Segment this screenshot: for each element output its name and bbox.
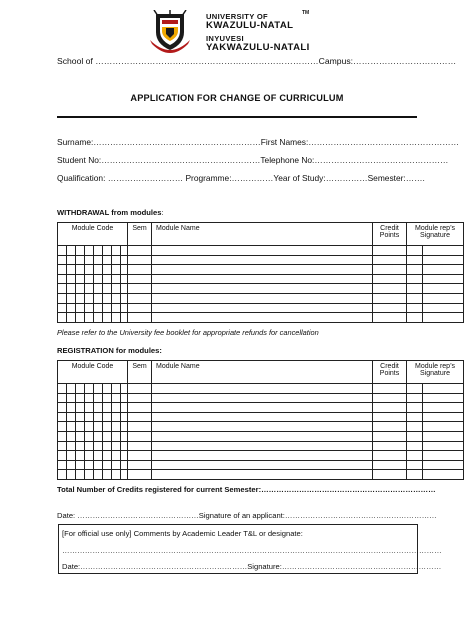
table-cell[interactable] — [423, 274, 464, 284]
table-cell[interactable] — [85, 403, 94, 413]
table-cell[interactable] — [94, 313, 103, 323]
table-row — [58, 460, 464, 470]
table-cell[interactable] — [112, 313, 121, 323]
table-cell[interactable] — [128, 451, 152, 461]
table-cell[interactable] — [103, 431, 112, 441]
table-cell[interactable] — [423, 441, 464, 451]
table-cell[interactable] — [121, 451, 128, 461]
table-cell[interactable] — [423, 412, 464, 422]
table-cell[interactable] — [407, 460, 423, 470]
table-row — [58, 431, 464, 441]
table-cell[interactable] — [94, 246, 103, 256]
table-cell[interactable] — [128, 265, 152, 275]
table-cell[interactable] — [76, 384, 85, 394]
table-cell[interactable] — [103, 284, 112, 294]
table-cell[interactable] — [103, 303, 112, 313]
table-cell[interactable] — [58, 284, 67, 294]
table-row — [58, 403, 464, 413]
university-name-line2: KWAZULU-NATAL — [206, 20, 294, 31]
table-cell[interactable] — [85, 393, 94, 403]
table-cell[interactable] — [76, 441, 85, 451]
table-cell[interactable] — [58, 274, 67, 284]
university-logo — [150, 8, 320, 56]
table-cell[interactable] — [76, 246, 85, 256]
table-cell[interactable] — [407, 274, 423, 284]
table-cell[interactable] — [152, 451, 373, 461]
table-cell[interactable] — [112, 303, 121, 313]
table-cell[interactable] — [67, 303, 76, 313]
col-module-name: Module Name — [152, 223, 373, 246]
table-cell[interactable] — [121, 384, 128, 394]
table-cell[interactable] — [103, 255, 112, 265]
table-row — [58, 393, 464, 403]
table-cell[interactable] — [58, 470, 67, 480]
table-cell[interactable] — [121, 274, 128, 284]
table-row — [58, 274, 464, 284]
table-cell[interactable] — [58, 431, 67, 441]
table-cell[interactable] — [85, 422, 94, 432]
table-cell[interactable] — [76, 451, 85, 461]
university-name-line3: INYUVESI — [206, 34, 244, 43]
table-cell[interactable] — [76, 303, 85, 313]
table-cell[interactable] — [67, 451, 76, 461]
table-cell[interactable] — [152, 412, 373, 422]
table-cell[interactable] — [152, 265, 373, 275]
table-cell[interactable] — [121, 431, 128, 441]
table-row — [58, 265, 464, 275]
table-cell[interactable] — [128, 313, 152, 323]
table-cell[interactable] — [94, 460, 103, 470]
table-cell[interactable] — [121, 313, 128, 323]
table-cell[interactable] — [152, 293, 373, 303]
table-cell[interactable] — [112, 431, 121, 441]
col-credit-points: Credit Points — [373, 361, 407, 384]
table-cell[interactable] — [85, 265, 94, 275]
table-cell[interactable] — [373, 470, 407, 480]
table-cell[interactable] — [76, 403, 85, 413]
table-cell[interactable] — [373, 422, 407, 432]
table-cell[interactable] — [128, 293, 152, 303]
table-cell[interactable] — [85, 431, 94, 441]
table-cell[interactable] — [76, 255, 85, 265]
withdrawal-rows — [58, 246, 464, 323]
table-cell[interactable] — [85, 451, 94, 461]
table-cell[interactable] — [121, 393, 128, 403]
table-cell[interactable] — [373, 313, 407, 323]
table-row — [58, 303, 464, 313]
col-sem: Sem — [128, 223, 152, 246]
table-cell[interactable] — [121, 284, 128, 294]
col-module-code: Module Code — [58, 223, 128, 246]
table-cell[interactable] — [373, 303, 407, 313]
table-cell[interactable] — [373, 265, 407, 275]
table-cell[interactable] — [76, 393, 85, 403]
table-cell[interactable] — [94, 265, 103, 275]
table-cell[interactable] — [423, 303, 464, 313]
table-cell[interactable] — [128, 246, 152, 256]
table-cell[interactable] — [103, 422, 112, 432]
table-cell[interactable] — [423, 431, 464, 441]
table-cell[interactable] — [112, 293, 121, 303]
table-cell[interactable] — [58, 441, 67, 451]
table-cell[interactable] — [152, 431, 373, 441]
table-cell[interactable] — [152, 274, 373, 284]
table-cell[interactable] — [112, 246, 121, 256]
table-cell[interactable] — [152, 313, 373, 323]
table-cell[interactable] — [128, 412, 152, 422]
table-cell[interactable] — [407, 284, 423, 294]
table-cell[interactable] — [94, 403, 103, 413]
table-cell[interactable] — [112, 255, 121, 265]
table-cell[interactable] — [128, 393, 152, 403]
table-cell[interactable] — [76, 470, 85, 480]
table-cell[interactable] — [121, 265, 128, 275]
table-cell[interactable] — [128, 384, 152, 394]
table-cell[interactable] — [407, 412, 423, 422]
table-cell[interactable] — [103, 451, 112, 461]
table-cell[interactable] — [58, 293, 67, 303]
table-cell[interactable] — [67, 284, 76, 294]
table-cell[interactable] — [373, 460, 407, 470]
table-row — [58, 384, 464, 394]
table-cell[interactable] — [152, 303, 373, 313]
table-cell[interactable] — [58, 460, 67, 470]
table-cell[interactable] — [128, 284, 152, 294]
table-cell[interactable] — [58, 403, 67, 413]
table-cell[interactable] — [373, 284, 407, 294]
page-title: APPLICATION FOR CHANGE OF CURRICULUM — [130, 93, 344, 103]
table-cell[interactable] — [407, 422, 423, 432]
table-cell[interactable] — [94, 255, 103, 265]
col-module-rep-signature: Module rep’s Signature — [407, 361, 464, 384]
table-cell[interactable] — [112, 274, 121, 284]
col-module-rep-signature: Module rep’s Signature — [407, 223, 464, 246]
table-cell[interactable] — [58, 303, 67, 313]
registration-rows — [58, 384, 464, 480]
table-cell[interactable] — [423, 451, 464, 461]
table-cell[interactable] — [67, 431, 76, 441]
table-cell[interactable] — [67, 441, 76, 451]
title-divider — [57, 116, 417, 118]
table-cell[interactable] — [121, 293, 128, 303]
table-cell[interactable] — [94, 393, 103, 403]
table-cell[interactable] — [407, 313, 423, 323]
table-cell[interactable] — [67, 460, 76, 470]
table-cell[interactable] — [58, 451, 67, 461]
table-cell[interactable] — [423, 393, 464, 403]
table-cell[interactable] — [112, 441, 121, 451]
table-cell[interactable] — [85, 412, 94, 422]
table-cell[interactable] — [58, 422, 67, 432]
table-cell[interactable] — [76, 265, 85, 275]
table-cell[interactable] — [128, 470, 152, 480]
table-cell[interactable] — [94, 284, 103, 294]
table-cell[interactable] — [103, 274, 112, 284]
table-cell[interactable] — [112, 412, 121, 422]
table-cell[interactable] — [128, 460, 152, 470]
table-cell[interactable] — [128, 403, 152, 413]
table-cell[interactable] — [407, 451, 423, 461]
table-cell[interactable] — [407, 403, 423, 413]
col-module-name: Module Name — [152, 361, 373, 384]
table-cell[interactable] — [103, 441, 112, 451]
table-cell[interactable] — [85, 384, 94, 394]
table-cell[interactable] — [94, 274, 103, 284]
table-cell[interactable] — [67, 422, 76, 432]
table-cell[interactable] — [423, 293, 464, 303]
table-cell[interactable] — [58, 265, 67, 275]
table-cell[interactable] — [152, 393, 373, 403]
table-cell[interactable] — [112, 265, 121, 275]
table-cell[interactable] — [67, 274, 76, 284]
table-cell[interactable] — [407, 246, 423, 256]
table-cell[interactable] — [103, 393, 112, 403]
table-cell[interactable] — [407, 431, 423, 441]
table-cell[interactable] — [423, 470, 464, 480]
table-cell[interactable] — [67, 393, 76, 403]
table-cell[interactable] — [103, 246, 112, 256]
col-module-code: Module Code — [58, 361, 128, 384]
table-cell[interactable] — [67, 384, 76, 394]
table-cell[interactable] — [112, 422, 121, 432]
table-cell[interactable] — [76, 422, 85, 432]
table-cell[interactable] — [67, 470, 76, 480]
table-row — [58, 422, 464, 432]
table-cell[interactable] — [407, 384, 423, 394]
table-cell[interactable] — [373, 412, 407, 422]
table-row — [58, 412, 464, 422]
table-cell[interactable] — [152, 470, 373, 480]
table-cell[interactable] — [67, 412, 76, 422]
table-cell[interactable] — [94, 422, 103, 432]
table-cell[interactable] — [407, 470, 423, 480]
table-cell[interactable] — [67, 403, 76, 413]
table-cell[interactable] — [407, 441, 423, 451]
table-cell[interactable] — [58, 412, 67, 422]
table-row — [58, 313, 464, 323]
withdrawal-table — [57, 222, 464, 323]
table-cell[interactable] — [85, 441, 94, 451]
table-cell[interactable] — [94, 470, 103, 480]
table-cell[interactable] — [423, 422, 464, 432]
table-cell[interactable] — [94, 293, 103, 303]
table-cell[interactable] — [67, 293, 76, 303]
table-row — [58, 293, 464, 303]
table-cell[interactable] — [103, 265, 112, 275]
table-cell[interactable] — [373, 255, 407, 265]
date-signature-applicant-field[interactable]: Date: …………………………………………Signature of an applicant:…………………………………………………… — [57, 511, 437, 520]
table-cell[interactable] — [76, 284, 85, 294]
table-cell[interactable] — [423, 313, 464, 323]
table-cell[interactable] — [423, 384, 464, 394]
table-cell[interactable] — [67, 255, 76, 265]
refund-note: Please refer to the University fee booklet for appropriate refunds for cancellation — [57, 328, 319, 337]
table-cell[interactable] — [103, 412, 112, 422]
table-cell[interactable] — [76, 293, 85, 303]
table-cell[interactable] — [121, 403, 128, 413]
withdrawal-heading: WITHDRAWAL from modules: — [57, 208, 164, 217]
table-cell[interactable] — [128, 255, 152, 265]
table-cell[interactable] — [407, 303, 423, 313]
university-crest-icon — [150, 10, 190, 54]
table-cell[interactable] — [58, 384, 67, 394]
school-campus-field[interactable]: School of ……………………………………………………………………Campus:……………………………… — [57, 56, 457, 66]
table-cell[interactable] — [94, 431, 103, 441]
table-cell[interactable] — [373, 393, 407, 403]
table-cell[interactable] — [373, 451, 407, 461]
table-cell[interactable] — [373, 441, 407, 451]
col-credit-points: Credit Points — [373, 223, 407, 246]
registration-table — [57, 360, 464, 480]
table-cell[interactable] — [103, 403, 112, 413]
table-cell[interactable] — [85, 460, 94, 470]
official-comments-field[interactable]: …………………………………………………………………………………………………………………………………… — [62, 546, 442, 555]
table-cell[interactable] — [76, 431, 85, 441]
table-row — [58, 255, 464, 265]
table-cell[interactable] — [112, 460, 121, 470]
table-cell[interactable] — [58, 313, 67, 323]
university-name-line4: YAKWAZULU-NATALI — [206, 42, 310, 53]
table-row — [58, 246, 464, 256]
table-cell[interactable] — [121, 470, 128, 480]
table-cell[interactable] — [128, 274, 152, 284]
studentno-telephone-field[interactable]: Student No:…………………………………………………Telephone No:………………………………………… — [57, 155, 449, 165]
table-cell[interactable] — [121, 460, 128, 470]
table-cell[interactable] — [423, 460, 464, 470]
table-cell[interactable] — [152, 422, 373, 432]
table-cell[interactable] — [85, 293, 94, 303]
table-cell[interactable] — [423, 255, 464, 265]
table-cell[interactable] — [128, 441, 152, 451]
table-cell[interactable] — [121, 246, 128, 256]
table-cell[interactable] — [67, 313, 76, 323]
table-cell[interactable] — [85, 470, 94, 480]
table-cell[interactable] — [373, 293, 407, 303]
table-cell[interactable] — [94, 412, 103, 422]
table-cell[interactable] — [76, 412, 85, 422]
table-cell[interactable] — [152, 284, 373, 294]
table-cell[interactable] — [85, 284, 94, 294]
table-cell[interactable] — [58, 255, 67, 265]
official-date-signature-field[interactable]: Date:…………………………………………………………Signature:……………………………………………………… — [62, 562, 442, 571]
table-cell[interactable] — [373, 403, 407, 413]
table-cell[interactable] — [152, 460, 373, 470]
table-cell[interactable] — [373, 431, 407, 441]
table-cell[interactable] — [407, 293, 423, 303]
table-cell[interactable] — [58, 393, 67, 403]
table-row — [58, 451, 464, 461]
table-cell[interactable] — [121, 422, 128, 432]
table-cell[interactable] — [67, 246, 76, 256]
table-cell[interactable] — [152, 246, 373, 256]
table-cell[interactable] — [85, 274, 94, 284]
table-cell[interactable] — [103, 313, 112, 323]
qualification-programme-field[interactable]: Qualification: ……………………… Programme:……………Year of Study:……………Semester:……. — [57, 173, 425, 183]
table-cell[interactable] — [152, 384, 373, 394]
table-cell[interactable] — [121, 303, 128, 313]
table-row — [58, 441, 464, 451]
table-cell[interactable] — [94, 451, 103, 461]
table-cell[interactable] — [128, 422, 152, 432]
table-cell[interactable] — [85, 246, 94, 256]
table-cell[interactable] — [94, 303, 103, 313]
table-cell[interactable] — [152, 441, 373, 451]
table-cell[interactable] — [152, 255, 373, 265]
total-credits-field[interactable]: Total Number of Credits registered for current Semester:…………………………………………………………… — [57, 485, 436, 494]
table-cell[interactable] — [373, 274, 407, 284]
table-cell[interactable] — [373, 384, 407, 394]
table-cell[interactable] — [103, 293, 112, 303]
trademark-mark: TM — [302, 10, 310, 16]
table-row — [58, 470, 464, 480]
table-cell[interactable] — [407, 393, 423, 403]
table-cell[interactable] — [76, 313, 85, 323]
table-cell[interactable] — [76, 460, 85, 470]
table-cell[interactable] — [103, 460, 112, 470]
table-cell[interactable] — [121, 441, 128, 451]
col-sem: Sem — [128, 361, 152, 384]
table-cell[interactable] — [423, 246, 464, 256]
table-cell[interactable] — [407, 255, 423, 265]
table-cell[interactable] — [85, 313, 94, 323]
table-cell[interactable] — [112, 384, 121, 394]
table-cell[interactable] — [112, 284, 121, 294]
university-name-line1: UNIVERSITY OF — [206, 12, 268, 21]
table-cell[interactable] — [85, 303, 94, 313]
table-cell[interactable] — [112, 393, 121, 403]
table-cell[interactable] — [128, 431, 152, 441]
table-cell[interactable] — [128, 303, 152, 313]
official-comments-label: [For official use only] Comments by Academic Leader T&L or designate: — [62, 529, 303, 538]
table-cell[interactable] — [121, 255, 128, 265]
table-cell[interactable] — [112, 451, 121, 461]
table-cell[interactable] — [67, 265, 76, 275]
table-cell[interactable] — [103, 384, 112, 394]
table-cell[interactable] — [58, 246, 67, 256]
table-row — [58, 284, 464, 294]
registration-heading: REGISTRATION for modules: — [57, 346, 162, 355]
table-cell[interactable] — [423, 284, 464, 294]
table-cell[interactable] — [112, 403, 121, 413]
surname-firstnames-field[interactable]: Surname:……………………………………………………First Names:……………………………………………… — [57, 137, 460, 147]
table-cell[interactable] — [94, 384, 103, 394]
table-cell[interactable] — [407, 265, 423, 275]
table-cell[interactable] — [121, 412, 128, 422]
table-cell[interactable] — [423, 403, 464, 413]
table-cell[interactable] — [112, 470, 121, 480]
table-cell[interactable] — [94, 441, 103, 451]
table-cell[interactable] — [423, 265, 464, 275]
table-cell[interactable] — [85, 255, 94, 265]
table-cell[interactable] — [373, 246, 407, 256]
table-cell[interactable] — [152, 403, 373, 413]
table-cell[interactable] — [103, 470, 112, 480]
official-use-box — [58, 524, 442, 574]
table-cell[interactable] — [76, 274, 85, 284]
